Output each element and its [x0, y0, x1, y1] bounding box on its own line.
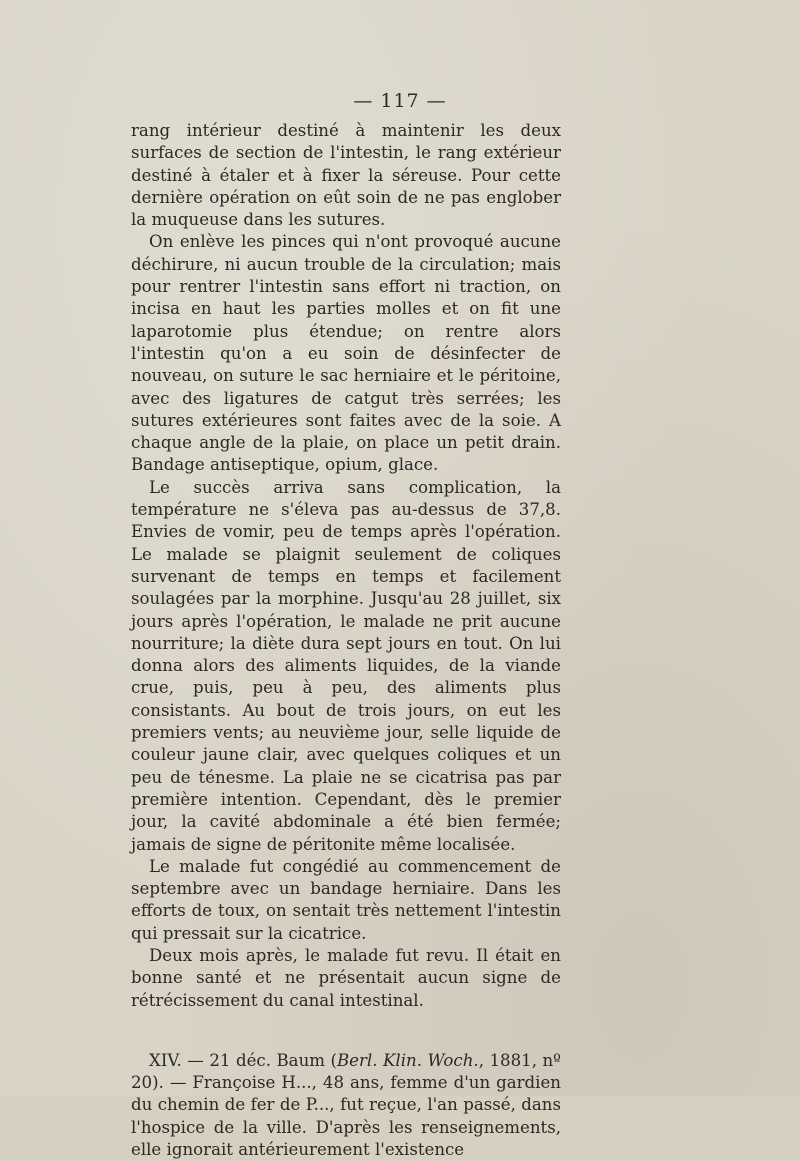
case-lead: XIV. — 21 déc. Baum (	[149, 1050, 337, 1070]
paragraph-succes: Le succès arriva sans complication, la température ne s'éleva pas au-dessus de 37,8. Envies de vomir, peu de temps après l'opération. Le malade se plaignit seulement de coliques survenant de temps en temps et facilement soulagées par la morphine. Jusqu'au 28 juillet, six jours après l'opération, le malade ne prit aucune nourriture; la diète dura sept jours en tout. On lui donna alors des aliments liquides, de la viande crue, puis, peu à peu, des aliments plus consistants. Au bout de trois jours, on eut les premiers vents; au neuvième jour, selle liquide de couleur jaune clair, avec quelques coliques et un peu de ténesme. La plaie ne se cicatrisa pas par première intention. Cependant, dès le premier jour, la cavité abdominale a été bien fermée; jamais de signe de péritonite même localisée.	[131, 477, 561, 854]
paragraph-revu: Deux mois après, le malade fut revu. Il était en bonne santé et ne présentait aucun signe de rétrécissement du canal intestinal.	[131, 945, 561, 1010]
case-xiv-paragraph	[131, 1050, 561, 1161]
paragraph-pinces: On enlève les pinces qui n'ont provoqué aucune déchirure, ni aucun trouble de la circulation; mais pour rentrer l'intestin sans effort ni traction, on incisa en haut les parties molles et on fit une laparotomie plus étendue; on rentre alors l'intestin qu'on a eu soin de désinfecter de nouveau, on suture le sac herniaire et le péritoine, avec des ligatures de catgut très serrées; les sutures extérieures sont faites avec de la soie. A chaque angle de la plaie, on place un petit drain. Bandage antiseptique, opium, glace.	[131, 232, 561, 475]
page-number: — 117 —	[353, 90, 447, 112]
section-gap	[131, 1012, 561, 1050]
journal-title: Berl. Klin. Woch.	[336, 1050, 479, 1070]
paragraph-conge: Le malade fut congédié au commencement de septembre avec un bandage herniaire. Dans les efforts de toux, on sentait très nettement l'intestin qui pressait sur la cicatrice.	[131, 856, 561, 943]
body-text	[131, 120, 561, 1161]
case-tail: , 1881, nº 20). — Françoise H..., 48 ans, femme d'un gardien du chemin de fer de P..., fut reçue, l'an passé, dans l'hospice de la ville. D'après les renseignements, elle ignorait antérieurement l'existence	[131, 1050, 561, 1160]
paragraph-continuation: rang intérieur destiné à maintenir les deux surfaces de section de l'intestin, le rang extérieur destiné à étaler et à fixer la séreuse. Pour cette dernière opération on eût soin de ne pas englober la muqueuse dans les sutures.	[131, 121, 561, 230]
